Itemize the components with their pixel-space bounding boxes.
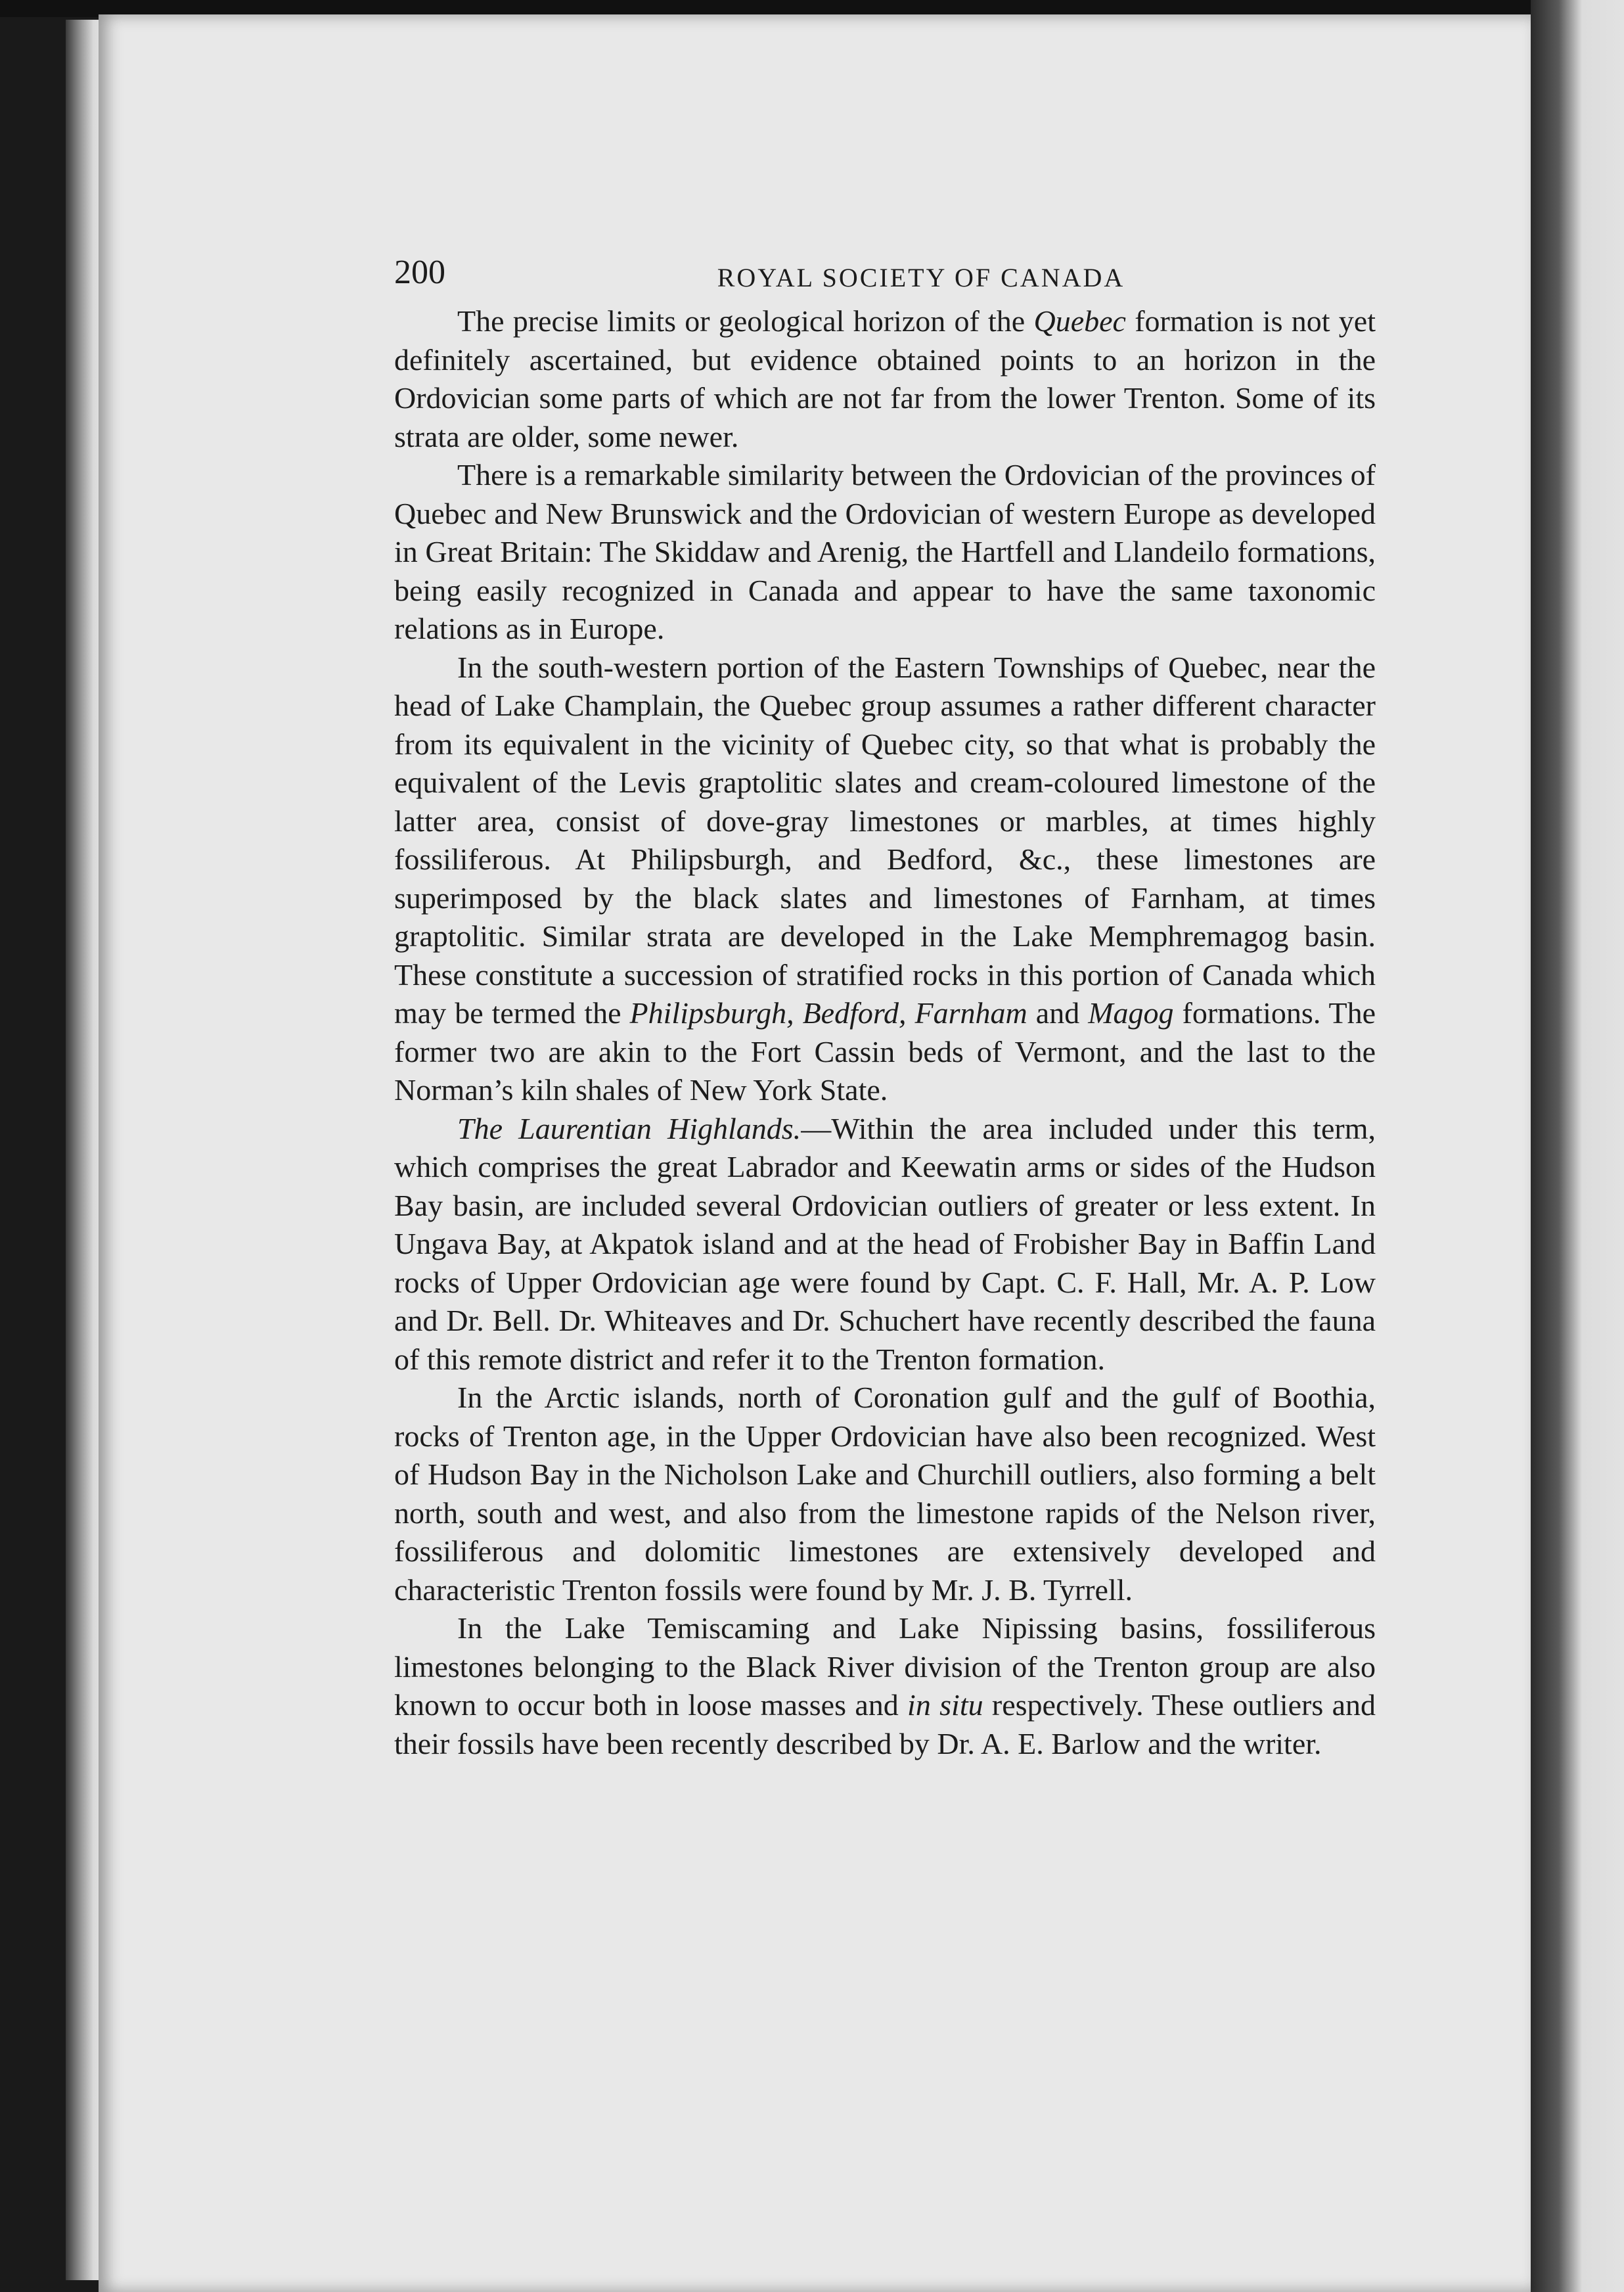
page-number: 200 bbox=[394, 254, 445, 291]
facing-page-edge bbox=[1531, 0, 1624, 2292]
paragraph-arctic-islands: In the Arctic islands, north of Coronation gulf and the gulf of Boothia, rocks of Trenton age, in the Upper Ordovician have also been recognized. West of Hudson Bay in the Nicholson Lake and Churchill outliers, also forming a belt north, south and west, and also from the limestone rapids of the Nelson river, fossiliferous and dolomitic limestones are extensively developed and characteristic Trenton fossils were found by Mr. J. B. Tyrrell. bbox=[394, 1381, 1376, 1607]
running-head: ROYAL SOCIETY OF CANADA bbox=[717, 263, 1125, 292]
page-header bbox=[394, 254, 1376, 300]
page-content bbox=[394, 254, 1376, 1763]
paragraph-similarity: There is a remarkable similarity between the Ordovician of the provinces of Quebec and New Brunswick and the Ordovician of western Europe as developed in Great Britain: The Skiddaw and Arenig, the Hartfell and Llandeilo formations, being easily recognized in Canada and appear to have the same taxonomic relations as in Europe. bbox=[394, 458, 1376, 645]
paragraph-eastern-townships: In the south-western portion of the Eastern Townships of Quebec, near the head of Lake Champlain, the Quebec group assumes a rather different character from its equivalent in the vicinity of Quebec city, so that what is probably the equivalent of the Levis graptolitic slates and cream-coloured limestone of the latter area, consist of dove-gray limestones or marbles, at times highly fossiliferous. At Philipsburgh, and Bedford, &c., these limestones are superimposed by the black slates and limestones of Farnham, at times graptolitic. Similar strata are developed in the Lake Memphremagog basin. These constitute a succession of stratified rocks in this portion of Canada which may be termed the Philipsburgh, Bedford, Farnham and Magog formations. The former two are akin to the Fort Cassin beds of Vermont, and the last to the Norman’s kiln shales of New York State. bbox=[394, 650, 1376, 1107]
paragraph-lake-temiscaming: In the Lake Temiscaming and Lake Nipissing basins, fossiliferous limestones belonging to the Black River division of the Trenton group are also known to occur both in loose masses and in situ respectively. These outliers and their fossils have been recently described by Dr. A. E. Barlow and the writer. bbox=[394, 1611, 1376, 1760]
paragraph-laurentian-highlands: The Laurentian Highlands.—Within the area included under this term, which comprises the great Labrador and Keewatin arms or sides of the Hudson Bay basin, are included several Ordovician outliers of greater or less extent. In Ungava Bay, at Akpatok island and at the head of Frobisher Bay in Baffin Land rocks of Upper Ordovician age were found by Capt. C. F. Hall, Mr. A. P. Low and Dr. Bell. Dr. Whiteaves and Dr. Schuchert have recently described the fauna of this remote district and refer it to the Trenton formation. bbox=[394, 1111, 1376, 1376]
paragraph-quebec-formation: The precise limits or geological horizon of the Quebec formation is not yet definitely ascertained, but evidence obtained points to an horizon in the Ordovician some parts of which are not far from the lower Trenton. Some of its strata are older, some newer. bbox=[394, 304, 1376, 453]
